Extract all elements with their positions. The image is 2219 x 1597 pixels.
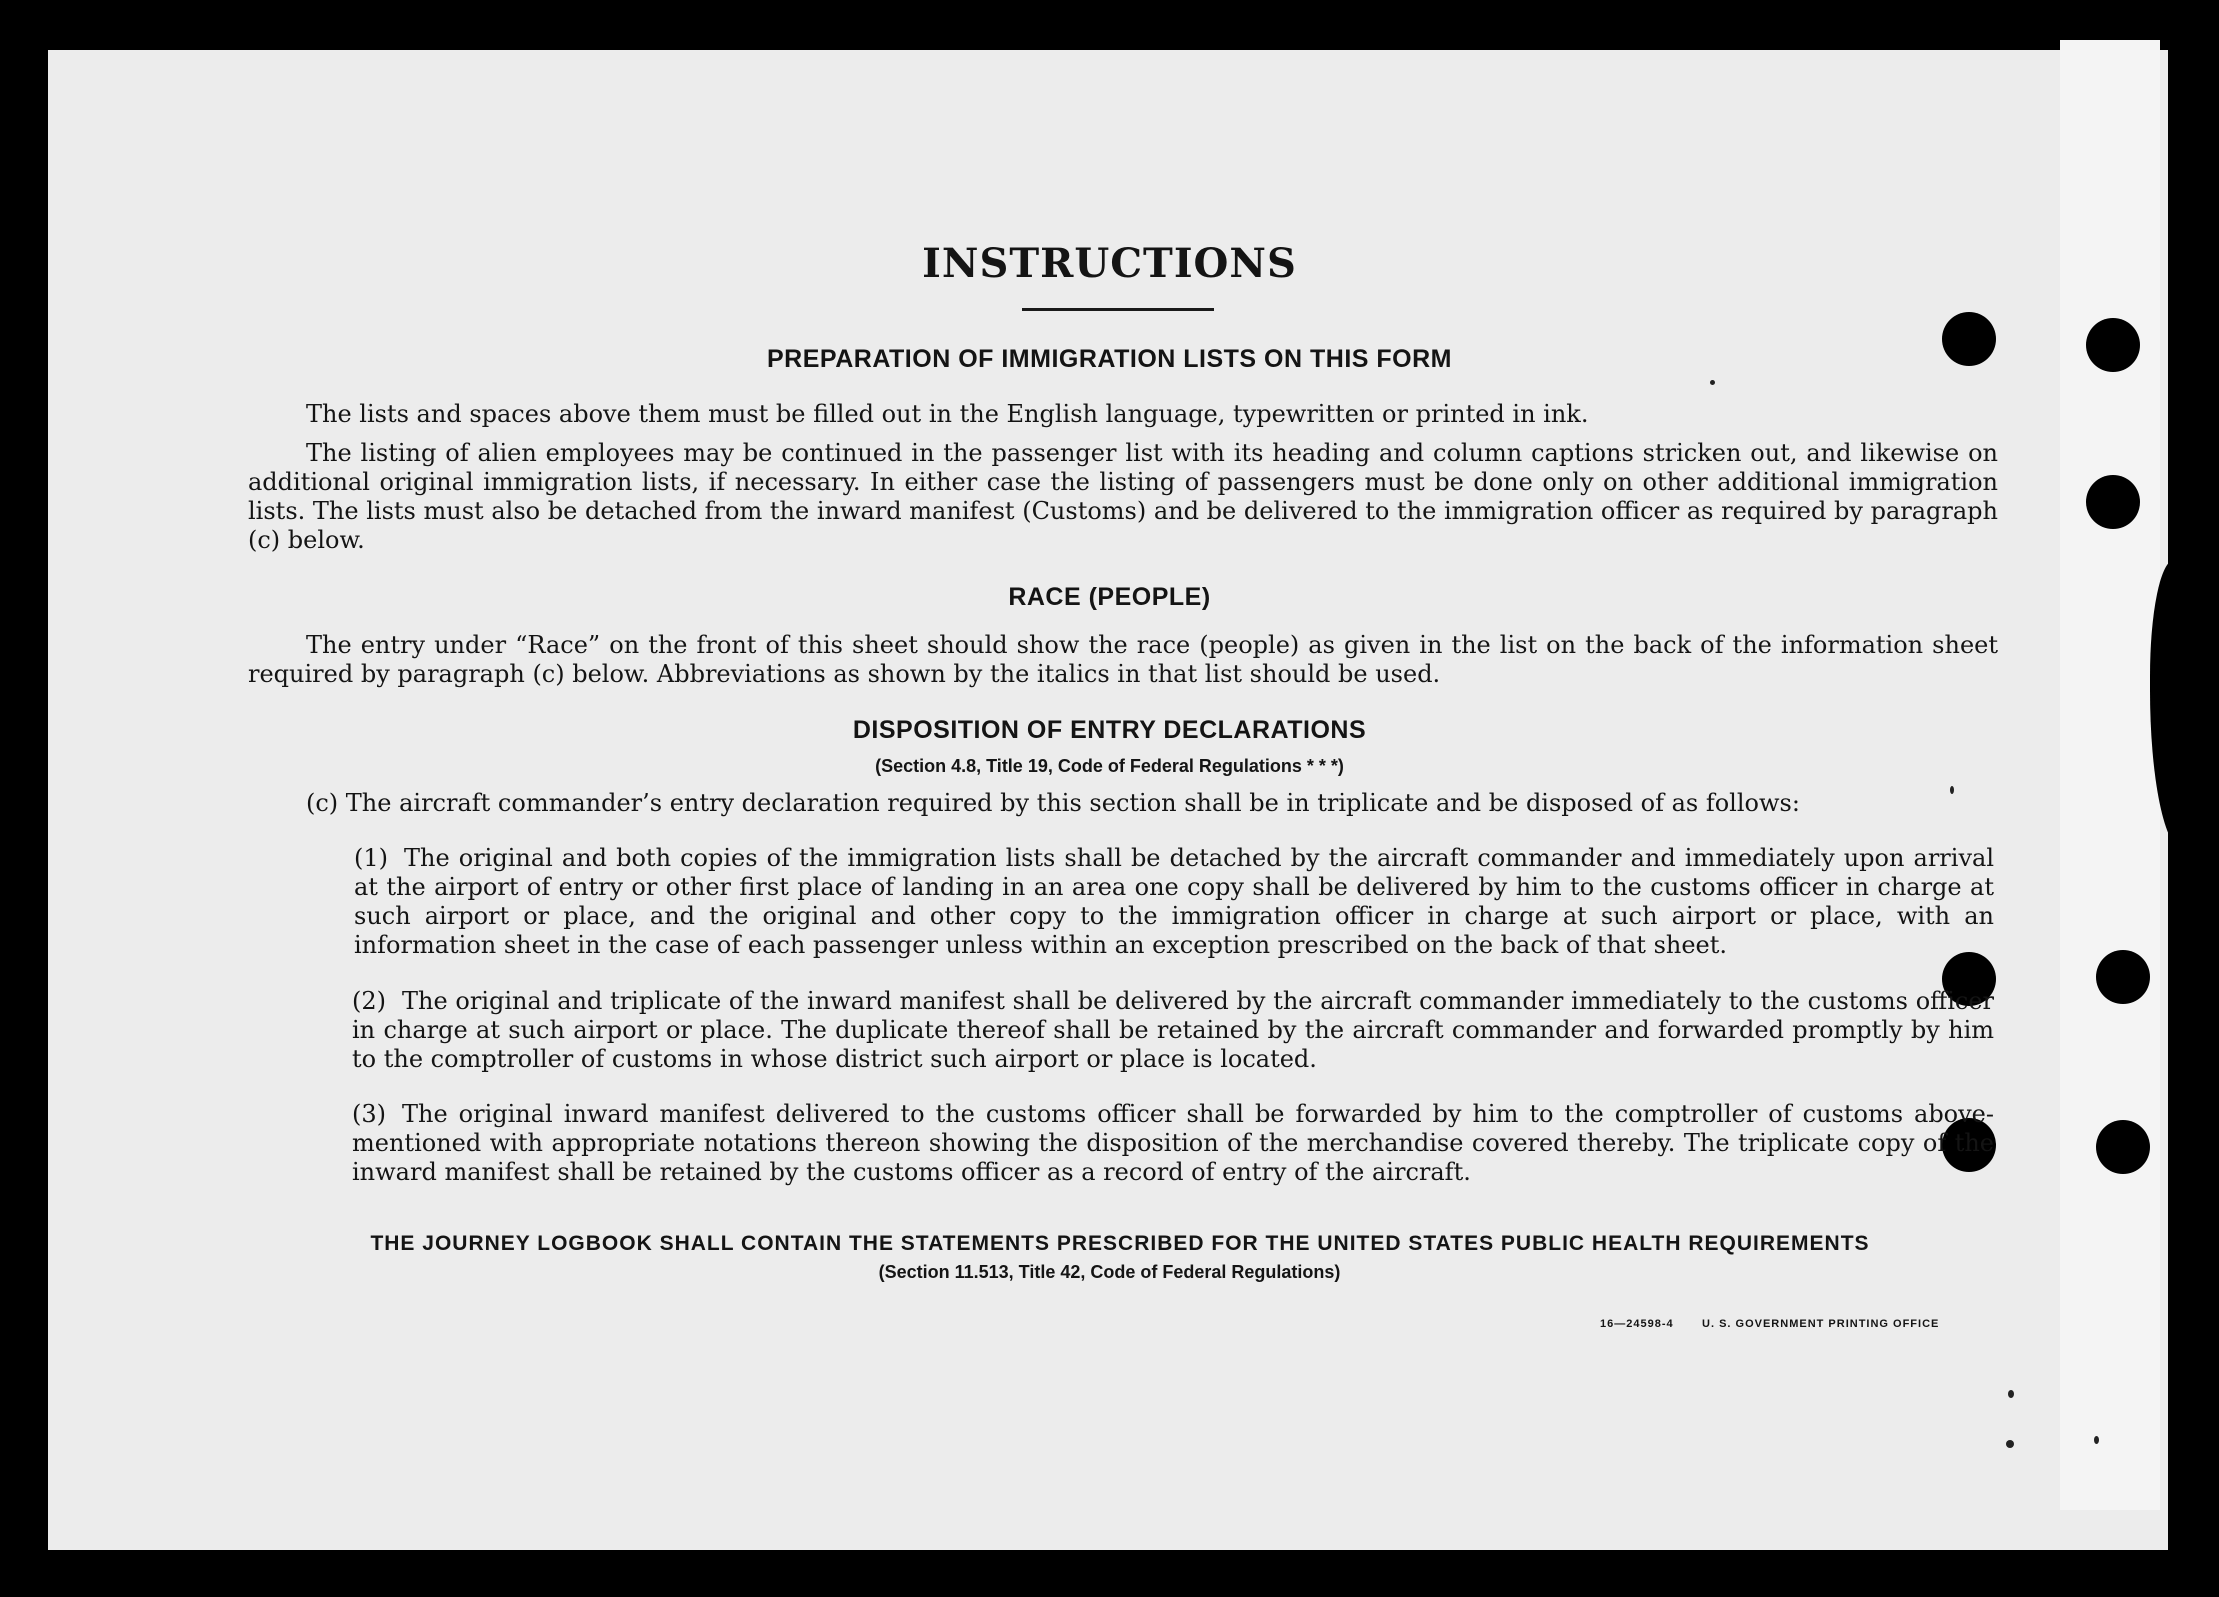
- punch-hole: [2096, 950, 2150, 1004]
- page-title: INSTRUCTIONS: [922, 240, 1297, 287]
- paragraph-race: [248, 631, 1998, 689]
- item-number: (2): [352, 987, 386, 1015]
- list-item-3: [352, 1100, 1994, 1187]
- section-heading-preparation: PREPARATION OF IMMIGRATION LISTS ON THIS FORM: [767, 345, 1452, 373]
- printer-name: U. S. GOVERNMENT PRINTING OFFICE: [1702, 1318, 1940, 1330]
- list-item-2: [352, 987, 1994, 1074]
- form-number: 16—24598-4: [1600, 1318, 1674, 1330]
- section-heading-disposition: DISPOSITION OF ENTRY DECLARATIONS: [852, 716, 1367, 744]
- punch-hole: [2096, 1120, 2150, 1174]
- item-text: The original inward manifest delivered to the customs officer shall be forwarded by him to the comptroller of customs above-mentioned with appropriate notations thereon showing the disposition of the merchandise covered thereby. The triplicate copy of the inward manifest shall be retained by the customs officer as a record of entry of the aircraft.: [352, 1100, 1994, 1186]
- speck: [1710, 380, 1715, 385]
- paragraph-alien-employees: [248, 439, 1998, 555]
- paragraph-c-intro: [306, 789, 2006, 818]
- section-heading-race: RACE (PEOPLE): [1008, 583, 1211, 611]
- paragraph-text: The listing of alien employees may be continued in the passenger list with its heading and column captions stricken out, and likewise on additional original immigration lists, if necessary. In either case the listing of passengers must be done only on other additional immigration lists. The lists must also be detached from the inward manifest (Customs) and be delivered to the immigration officer as required by paragraph (c) below.: [248, 439, 1998, 554]
- speck: [2094, 1436, 2099, 1444]
- section-citation: (Section 4.8, Title 19, Code of Federal Regulations * * *): [875, 756, 1344, 776]
- item-number: (3): [352, 1100, 386, 1128]
- title-underline: [1022, 308, 1214, 311]
- paragraph-text: The entry under “Race” on the front of this sheet should show the race (people) as given in the list on the back of the information sheet required by paragraph (c) below. Abbreviations as shown by the italics in that list should be used.: [248, 631, 1998, 688]
- paragraph-text: (c) The aircraft commander’s entry declaration required by this section shall be in triplicate and be disposed of as follows:: [306, 789, 1800, 817]
- punch-hole: [2086, 475, 2140, 529]
- list-item-1: [354, 844, 1994, 960]
- item-number: (1): [354, 844, 388, 872]
- item-text: The original and triplicate of the inward manifest shall be delivered by the aircraft commander immediately to the customs officer in charge at such airport or place. The duplicate thereof shall be retained by the aircraft commander and forwarded promptly by him to the comptroller of customs in whose district such airport or place is located.: [352, 987, 1994, 1073]
- speck: [2008, 1390, 2014, 1398]
- footer-logbook-statement: THE JOURNEY LOGBOOK SHALL CONTAIN THE STATEMENTS PRESCRIBED FOR THE UNITED STATES PUBLIC HEALTH REQUIREMENTS: [370, 1232, 1870, 1255]
- item-text: The original and both copies of the immigration lists shall be detached by the aircraft commander and immediately upon arrival at the airport of entry or other first place of landing in an area one copy shall be delivered by him to the customs officer in charge at such airport or place, and the original and other copy to the immigration officer in charge at such airport or place, with an information sheet in the case of each passenger unless within an exception prescribed on the back of that sheet.: [354, 844, 1994, 959]
- paragraph-english-language: [248, 400, 1998, 429]
- printing-code: [1600, 1318, 1939, 1330]
- speck: [2006, 1440, 2014, 1448]
- paragraph-text: The lists and spaces above them must be filled out in the English language, typewritten or printed in ink.: [306, 400, 1589, 428]
- footer-citation: (Section 11.513, Title 42, Code of Federal Regulations): [878, 1262, 1341, 1282]
